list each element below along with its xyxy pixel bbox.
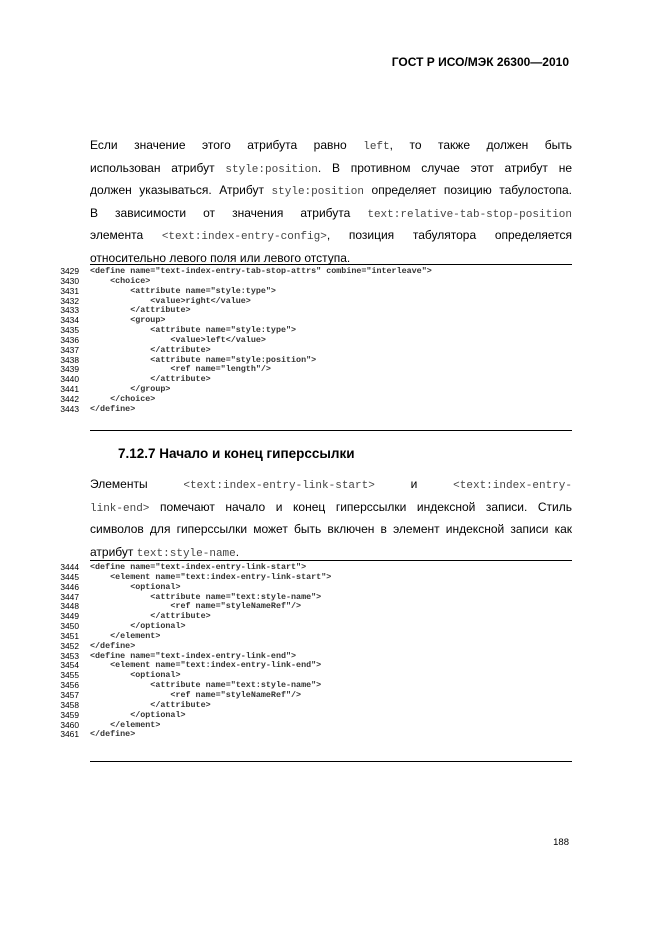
code-text: <attribute name="text:style-name"> bbox=[90, 591, 322, 602]
code-text: </define> bbox=[90, 729, 136, 740]
line-number: 3440 bbox=[60, 374, 79, 385]
code-text: <optional> bbox=[90, 670, 181, 681]
line-number: 3439 bbox=[60, 364, 79, 375]
inline-code: <text:index-entry-config> bbox=[161, 231, 327, 243]
text-run: . bbox=[235, 544, 240, 559]
line-number: 3446 bbox=[60, 581, 79, 592]
code-text: </choice> bbox=[90, 393, 156, 404]
code-text: <element name="text:index-entry-link-start"> bbox=[90, 571, 332, 582]
inline-code: left bbox=[363, 141, 390, 153]
code-text: <attribute name="style:position"> bbox=[90, 354, 317, 365]
code-block-bottom-rule bbox=[90, 430, 572, 431]
code-text: </attribute> bbox=[90, 699, 211, 710]
code-text: <ref name="length"/> bbox=[90, 364, 271, 375]
code-text: </attribute> bbox=[90, 344, 211, 355]
line-number: 3432 bbox=[60, 295, 79, 306]
inline-code: style:position bbox=[271, 186, 364, 198]
code-text: </attribute> bbox=[90, 611, 211, 622]
paragraph-line bbox=[90, 134, 572, 157]
text-run: должен указываться. Атрибут bbox=[90, 183, 272, 197]
line-number: 3442 bbox=[60, 393, 79, 404]
code-block-top-rule bbox=[90, 560, 572, 561]
line-number: 3449 bbox=[60, 611, 79, 622]
line-number: 3435 bbox=[60, 325, 79, 336]
line-number: 3431 bbox=[60, 285, 79, 296]
code-line bbox=[53, 405, 573, 415]
page-number: 188 bbox=[553, 837, 569, 848]
line-number: 3458 bbox=[60, 699, 79, 710]
code-block-top-rule bbox=[90, 264, 572, 265]
paragraph-tab-position bbox=[90, 134, 572, 269]
text-run: и bbox=[374, 477, 454, 491]
code-text: </optional> bbox=[90, 709, 186, 720]
line-number: 3433 bbox=[60, 305, 79, 316]
text-run: , то также должен быть bbox=[389, 138, 572, 152]
code-text: <group> bbox=[90, 315, 166, 326]
code-text: </attribute> bbox=[90, 305, 191, 316]
code-text: <value>left</value> bbox=[90, 334, 266, 345]
inline-code: style:position bbox=[225, 163, 318, 176]
text-run: . В противном случае этот атрибут не bbox=[317, 160, 572, 175]
code-block-link-start-end bbox=[53, 563, 573, 740]
text-run: использован атрибут bbox=[90, 160, 226, 175]
text-run: элемента bbox=[90, 228, 162, 242]
code-text: <element name="text:index-entry-link-end"> bbox=[90, 660, 322, 671]
code-text: <ref name="styleNameRef"/> bbox=[90, 601, 302, 612]
text-run: Элементы bbox=[90, 477, 184, 491]
code-text: <attribute name="text:style-name"> bbox=[90, 680, 322, 691]
inline-code: <text:index-entry- bbox=[453, 480, 572, 492]
paragraph-line bbox=[90, 518, 572, 541]
line-number: 3452 bbox=[60, 640, 79, 651]
code-text: <attribute name="style:type"> bbox=[90, 325, 297, 336]
inline-code: text:style-name bbox=[136, 547, 236, 560]
code-text: </define> bbox=[90, 640, 136, 651]
line-number: 3443 bbox=[60, 403, 79, 414]
line-number: 3448 bbox=[60, 601, 79, 612]
code-block-tab-stop-attrs bbox=[53, 267, 573, 415]
line-number: 3445 bbox=[60, 571, 79, 582]
section-heading: 7.12.7 Начало и конец гиперссылки bbox=[118, 446, 355, 461]
line-number: 3430 bbox=[60, 275, 79, 286]
code-text: <value>right</value> bbox=[90, 295, 251, 306]
paragraph-line bbox=[90, 202, 572, 225]
text-run: помечают начало и конец гиперссылки индексной записи. Стиль bbox=[149, 499, 572, 514]
line-number: 3438 bbox=[60, 354, 79, 365]
line-number: 3447 bbox=[60, 591, 79, 602]
text-run: символов для гиперссылки может быть включен в элемент индексной записи как bbox=[90, 522, 572, 536]
paragraph-line bbox=[90, 179, 572, 202]
code-text: </optional> bbox=[90, 621, 186, 632]
code-text: </group> bbox=[90, 384, 171, 395]
line-number: 3460 bbox=[60, 719, 79, 730]
code-text: <define name="text-index-entry-link-end"> bbox=[90, 650, 297, 661]
line-number: 3437 bbox=[60, 344, 79, 355]
text-run: атрибут bbox=[90, 544, 137, 559]
document-header: ГОСТ Р ИСО/МЭК 26300—2010 bbox=[391, 55, 569, 69]
line-number: 3455 bbox=[60, 670, 79, 681]
paragraph-line bbox=[90, 473, 572, 496]
code-line bbox=[53, 730, 573, 740]
paragraph-line bbox=[90, 157, 572, 180]
text-run: , позиция табулятора определяется bbox=[326, 228, 572, 242]
code-text: </define> bbox=[90, 403, 136, 414]
line-number: 3444 bbox=[60, 562, 79, 572]
line-number: 3456 bbox=[60, 680, 79, 691]
paragraph-line bbox=[90, 224, 572, 247]
inline-code: link-end> bbox=[90, 502, 150, 515]
line-number: 3461 bbox=[60, 729, 79, 740]
line-number: 3429 bbox=[60, 266, 79, 276]
code-block-bottom-rule bbox=[90, 761, 572, 762]
text-run: Если значение этого атрибута равно bbox=[90, 138, 364, 152]
line-number: 3441 bbox=[60, 384, 79, 395]
paragraph-line bbox=[90, 496, 572, 519]
line-number: 3454 bbox=[60, 660, 79, 671]
code-text: </element> bbox=[90, 630, 161, 641]
text-run: В зависимости от значения атрибута bbox=[90, 205, 368, 220]
line-number: 3434 bbox=[60, 315, 79, 326]
line-number: 3457 bbox=[60, 689, 79, 700]
inline-code: text:relative-tab-stop-position bbox=[367, 208, 572, 221]
line-number: 3459 bbox=[60, 709, 79, 720]
paragraph-hyperlink bbox=[90, 473, 572, 563]
code-text: <choice> bbox=[90, 275, 151, 286]
line-number: 3450 bbox=[60, 621, 79, 632]
text-run: определяет позицию табулостопа. bbox=[363, 183, 572, 197]
code-text: <define name="text-index-entry-link-start"> bbox=[90, 562, 307, 572]
code-text: <ref name="styleNameRef"/> bbox=[90, 689, 302, 700]
inline-code: <text:index-entry-link-start> bbox=[183, 480, 375, 492]
code-text: <attribute name="style:type"> bbox=[90, 285, 276, 296]
line-number: 3453 bbox=[60, 650, 79, 661]
code-text: </attribute> bbox=[90, 374, 211, 385]
line-number: 3436 bbox=[60, 334, 79, 345]
code-text: <define name="text-index-entry-tab-stop-attrs" combine="interleave"> bbox=[90, 266, 432, 276]
text-run: относительно левого поля или левого отступа. bbox=[90, 250, 351, 265]
code-text: </element> bbox=[90, 719, 161, 730]
code-text: <optional> bbox=[90, 581, 181, 592]
line-number: 3451 bbox=[60, 630, 79, 641]
